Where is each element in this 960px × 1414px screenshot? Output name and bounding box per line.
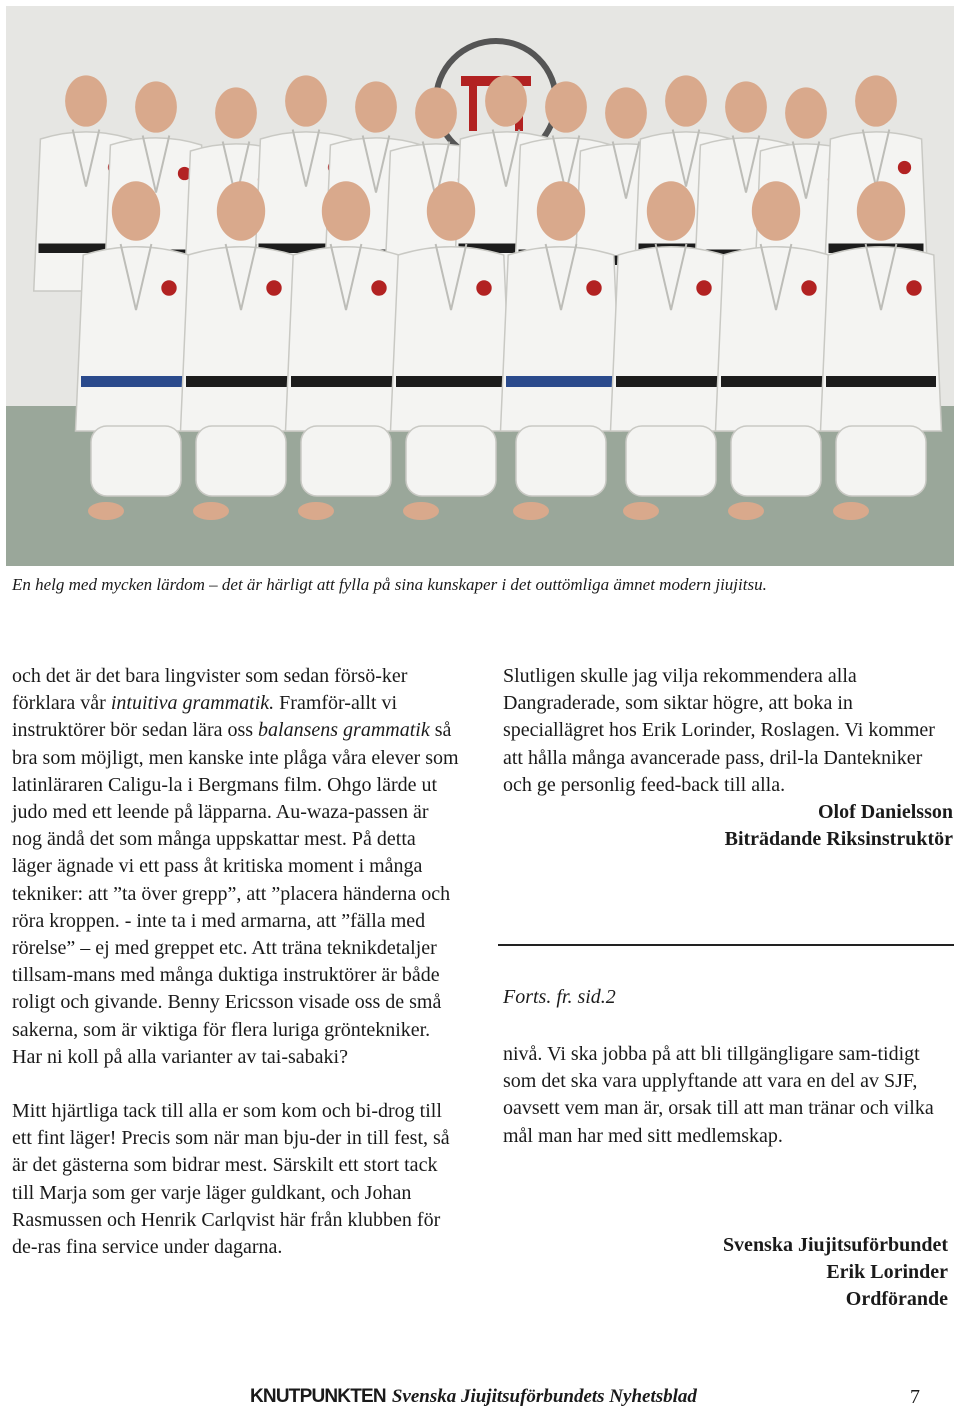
- front-row-foot-2: [193, 502, 229, 520]
- front-row-person-3-head: [322, 181, 370, 240]
- newsletter-tagline: Svenska Jiujitsuförbundets Nyhetsblad: [391, 1386, 697, 1407]
- right-paragraph-1: Slutligen skulle jag vilja rekommendera alla Dangraderade, som siktar högre, att boka in speciallägret hos Erik Lorinder, Roslagen. Vi kommer att hålla många avancerade pass, dril-la Dantekniker och ge personlig feed-back till alla.: [503, 665, 935, 796]
- continued-note: Forts. fr. sid.2: [503, 986, 616, 1008]
- front-row-legs-6: [626, 426, 716, 496]
- back-row-person-13-head: [855, 75, 897, 126]
- front-row-person-4-belt: [396, 376, 506, 387]
- front-row-person-5-head: [537, 181, 585, 240]
- front-row-person-3-badge: [371, 280, 386, 295]
- front-row-foot-8: [833, 502, 869, 520]
- torii-post: [469, 86, 477, 131]
- group-photo-illustration: [6, 6, 954, 566]
- back-row-person-4-head: [285, 75, 327, 126]
- signature-name: Erik Lorinder: [826, 1261, 948, 1284]
- back-row-person-9-head: [605, 87, 647, 138]
- front-row-legs-2: [196, 426, 286, 496]
- front-row-person-3-gi: [286, 247, 407, 431]
- right-column-bottom: [503, 1041, 953, 1150]
- front-row-legs-5: [516, 426, 606, 496]
- front-row-person-6-head: [647, 181, 695, 240]
- front-row-legs-4: [406, 426, 496, 496]
- front-row-person-7-head: [752, 181, 800, 240]
- front-row-person-8-head: [857, 181, 905, 240]
- back-row-person-2-head: [135, 81, 177, 132]
- front-row-person-2-head: [217, 181, 265, 240]
- left-paragraph-2: Mitt hjärtliga tack till alla er som kom och bi-drog till ett fint läger! Precis som när man bju-der in till fest, så är det gästerna som bidrar mest. Särskilt ett stort tack till Marja som ger varje läger guldkant, och Johan Rasmussen och Henrik Carlqvist här från klubben för de-ras fina service under dagarna.: [12, 1100, 450, 1259]
- left-paragraph-1: [12, 663, 460, 1071]
- front-row-person-4-head: [427, 181, 475, 240]
- front-row-person-1-gi: [76, 247, 197, 431]
- front-row-person-6-gi: [611, 247, 732, 431]
- back-row-person-8-head: [545, 81, 587, 132]
- back-row-person-12-head: [785, 87, 827, 138]
- back-row-person-10-head: [665, 75, 707, 126]
- back-row-person-5-head: [355, 81, 397, 132]
- front-row-legs-3: [301, 426, 391, 496]
- text-run: så bra som möjligt, men kanske inte plåga våra elever som latinläraren Caligu-la i Bergmans film. Ohgo lärde ut judo med ett leende på läpparna. Au-waza-passen är nog ändå det som många uppskattar mest. På detta läger ägnade vi ett pass åt kritiska moment i många tekniker: att ”ta över grepp”, att ”placera händerna och röra kroppen. - inte ta i med armarna, att ”fälla med rörelse” – ej med greppet etc. Att träna teknikdetaljer tillsam-mans med många duktiga instruktörer är både roligt och givande. Benny Ericsson visade oss de små sakerna, som är viktiga för flera luriga gröntekniker. Har ni koll på alla varianter av tai-sabaki?: [12, 719, 459, 1068]
- front-row-person-8-gi: [821, 247, 942, 431]
- front-row-foot-6: [623, 502, 659, 520]
- front-row-person-5-badge: [586, 280, 601, 295]
- front-row-foot-5: [513, 502, 549, 520]
- page-number: 7: [910, 1386, 920, 1408]
- right-column-top: [503, 663, 953, 853]
- newsletter-logo: KNUTPUNKTEN: [250, 1386, 386, 1407]
- front-row-foot-7: [728, 502, 764, 520]
- front-row-person-6-belt: [616, 376, 726, 387]
- front-row-person-2-badge: [266, 280, 281, 295]
- back-row-person-11-head: [725, 81, 767, 132]
- right-paragraph-2: nivå. Vi ska jobba på att bli tillgängligare sam-tidigt som det ska vara upplyftande att vara en del av SJF, oavsett vem man är, orsak till att man tränar och vilka mål man har med sitt medlemskap.: [503, 1043, 934, 1147]
- front-row-person-5-belt: [506, 376, 616, 387]
- page-footer: [250, 1386, 940, 1414]
- front-row-person-6-badge: [696, 280, 711, 295]
- front-row-person-1-belt: [81, 376, 191, 387]
- front-row-person-4-badge: [476, 280, 491, 295]
- front-row-foot-1: [88, 502, 124, 520]
- group-photo: [6, 6, 954, 566]
- front-row-legs-8: [836, 426, 926, 496]
- front-row-foot-4: [403, 502, 439, 520]
- left-column: [12, 663, 460, 1261]
- front-row-legs-1: [91, 426, 181, 496]
- front-row-person-7-belt: [721, 376, 831, 387]
- front-row-person-1-badge: [161, 280, 176, 295]
- front-row-person-1-head: [112, 181, 160, 240]
- italic-run: intuitiva grammatik.: [110, 692, 275, 715]
- back-row-person-6-head: [415, 87, 457, 138]
- back-row-person-7-head: [485, 75, 527, 126]
- back-row-person-1-head: [65, 75, 107, 126]
- front-row-person-5-gi: [501, 247, 622, 431]
- chair-signature: [503, 1232, 948, 1314]
- text-run: Framför-allt vi instruktörer bör sedan lära oss: [12, 692, 398, 742]
- signature-title: Biträdande Riksinstruktör: [724, 828, 953, 851]
- section-divider: [498, 944, 954, 946]
- front-row-person-7-gi: [716, 247, 837, 431]
- front-row-person-2-gi: [181, 247, 302, 431]
- photo-caption: En helg med mycken lärdom – det är härligt att fylla på sina kunskaper i det outtömliga ämnet modern jiujitsu.: [12, 575, 767, 594]
- front-row-person-8-belt: [826, 376, 936, 387]
- front-row-person-3-belt: [291, 376, 401, 387]
- front-row-foot-3: [298, 502, 334, 520]
- front-row-person-8-badge: [906, 280, 921, 295]
- back-row-person-13-badge: [898, 161, 911, 174]
- front-row-person-2-belt: [186, 376, 296, 387]
- front-row-legs-7: [731, 426, 821, 496]
- front-row-person-4-gi: [391, 247, 512, 431]
- text-run: och det är det bara lingvister som sedan försö-ker förklara vår: [12, 665, 408, 715]
- italic-run: balansens grammatik: [258, 719, 430, 742]
- signature-title: Ordförande: [845, 1288, 948, 1311]
- signature-organisation: Svenska Jiujitsuförbundet: [722, 1234, 948, 1256]
- signature-name: Olof Danielsson: [817, 801, 953, 824]
- front-row-person-7-badge: [801, 280, 816, 295]
- back-row-person-3-head: [215, 87, 257, 138]
